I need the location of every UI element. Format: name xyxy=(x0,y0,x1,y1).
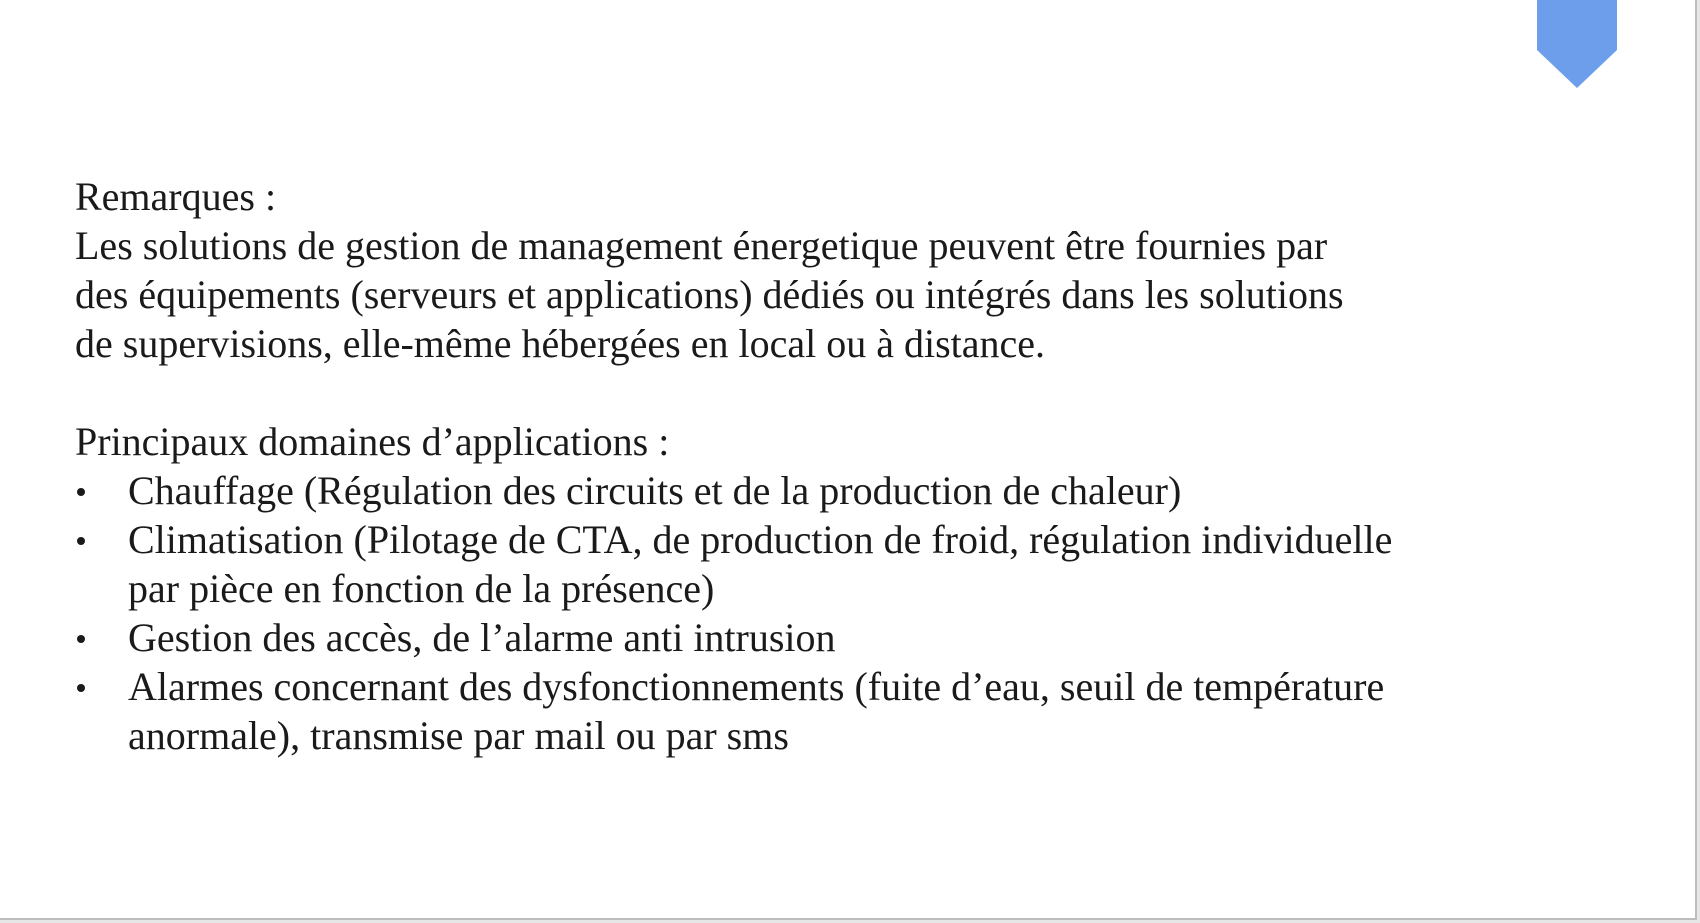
list-item-line: par pièce en fonction de la présence) xyxy=(128,566,715,611)
list-item-gestion-acces xyxy=(75,613,1635,662)
list-item-line: anormale), transmise par mail ou par sms xyxy=(128,713,789,758)
bullet-dot-icon xyxy=(77,635,85,643)
applications-heading: Principaux domaines d’applications : xyxy=(75,419,670,464)
remarks-heading: Remarques : xyxy=(75,174,277,219)
bookmark-icon xyxy=(1537,0,1617,90)
list-item-line: Alarmes concernant des dysfonctionnements (fuite d’eau, seuil de température xyxy=(128,664,1385,709)
paragraph-spacer xyxy=(75,368,1635,417)
applications-list xyxy=(75,466,1635,760)
list-item-alarmes xyxy=(75,662,1635,760)
list-item-line: Chauffage (Régulation des circuits et de la production de chaleur) xyxy=(128,468,1182,513)
bullet-dot-icon xyxy=(77,488,85,496)
remarks-line: Les solutions de gestion de management énergetique peuvent être fournies par xyxy=(75,223,1328,268)
bullet-dot-icon xyxy=(77,537,85,545)
slide-body xyxy=(75,172,1635,760)
list-item-chauffage xyxy=(75,466,1635,515)
list-item-line: Gestion des accès, de l’alarme anti intrusion xyxy=(128,615,836,660)
bullet-dot-icon xyxy=(77,684,85,692)
list-item-climatisation xyxy=(75,515,1635,613)
remarks-line: des équipements (serveurs et applications) dédiés ou intégrés dans les solutions xyxy=(75,272,1344,317)
list-item-line: Climatisation (Pilotage de CTA, de production de froid, régulation individuelle xyxy=(128,517,1393,562)
remarks-line: de supervisions, elle-même hébergées en local ou à distance. xyxy=(75,321,1046,366)
